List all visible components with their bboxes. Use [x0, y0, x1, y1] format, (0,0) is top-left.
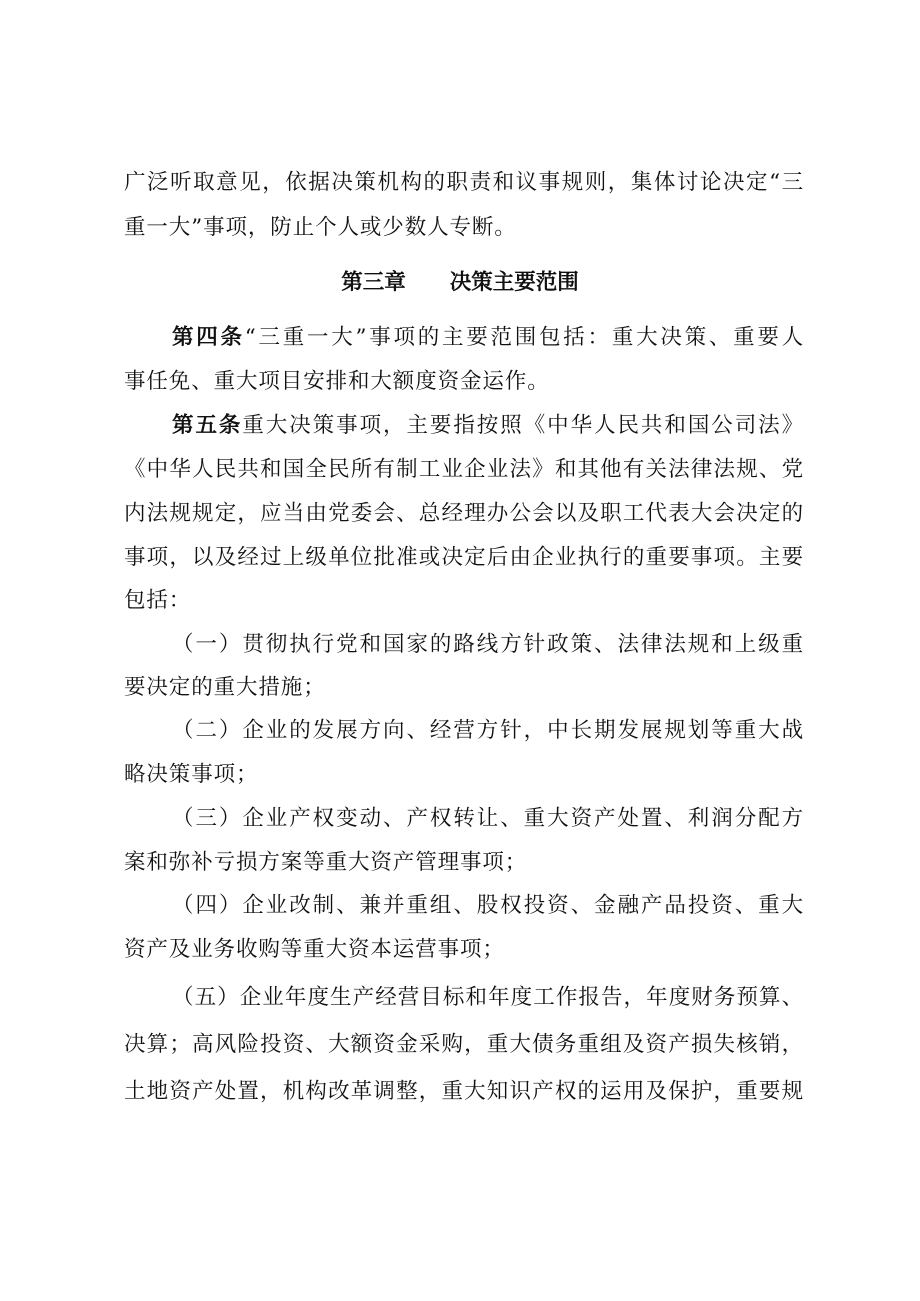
- article-5-line-1: [172, 411, 804, 441]
- article-5-line-2: 《中华人民共和国全民所有制工业企业法》和其他有关法律法规、党: [124, 457, 804, 482]
- item-1-line-1: （一）贯彻执行党和国家的路线方针政策、法律法规和上级重: [172, 632, 804, 657]
- article-4-label: 第四条: [172, 325, 245, 350]
- chapter-number: 第三章: [341, 270, 406, 295]
- item-1-line-2: 要决定的重大措施；: [124, 675, 326, 700]
- item-2-line-1: （二）企业的发展方向、经营方针，中长期发展规划等重大战: [172, 718, 804, 743]
- item-3-line-2: 案和弥补亏损方案等重大资产管理事项；: [124, 850, 528, 875]
- item-5-line-1: （五）企业年度生产经营目标和年度工作报告，年度财务预算、: [172, 985, 804, 1010]
- article-4-line-2: 事任免、重大项目安排和大额度资金运作。: [124, 369, 550, 394]
- article-4-line-1: [172, 323, 804, 353]
- item-2-line-2: 略决策事项；: [124, 762, 259, 787]
- item-4-line-2: 资产及业务收购等重大资本运营事项；: [124, 937, 505, 962]
- article-5-label: 第五条: [172, 413, 243, 438]
- item-3-line-1: （三）企业产权变动、产权转让、重大资产处置、利润分配方: [172, 806, 804, 831]
- item-5-line-2: 决算；高风险投资、大额资金采购，重大债务重组及资产损失核销，: [124, 1032, 804, 1057]
- article-4-text-1: “三重一大”事项的主要范围包括：重大决策、重要人: [244, 325, 804, 350]
- item-5-line-3: 土地资产处置，机构改革调整，重大知识产权的运用及保护，重要规: [124, 1079, 804, 1104]
- chapter-title: 决策主要范围: [449, 270, 579, 295]
- article-5-text-1: 重大决策事项，主要指按照《中华人民共和国公司法》: [242, 413, 804, 438]
- item-4-line-1: （四）企业改制、兼并重组、股权投资、金融产品投资、重大: [172, 893, 804, 918]
- intro-line-1: 广泛听取意见，依据决策机构的职责和议事规则，集体讨论决定“三: [124, 170, 804, 195]
- intro-line-2: 重一大”事项，防止个人或少数人专断。: [124, 215, 517, 240]
- article-5-line-4: 事项，以及经过上级单位批准或决定后由企业执行的重要事项。主要: [124, 545, 804, 570]
- chapter-heading: [0, 268, 920, 298]
- article-5-line-3: 内法规规定，应当由党委会、总经理办公会以及职工代表大会决定的: [124, 501, 804, 526]
- article-5-line-5: 包括：: [124, 588, 192, 613]
